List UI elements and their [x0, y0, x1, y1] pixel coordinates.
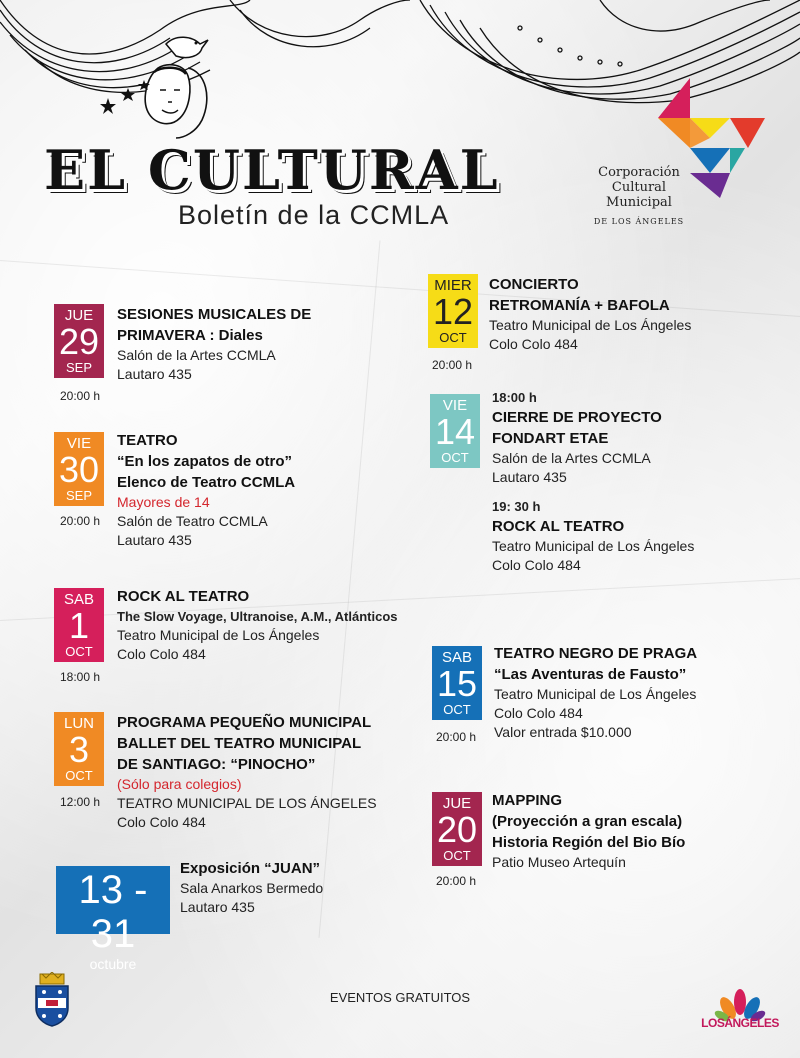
event-title: PRIMAVERA : Diales — [117, 327, 263, 344]
event-title: MAPPING — [492, 792, 563, 809]
event-title: Exposición “JUAN” — [180, 860, 321, 877]
date-month: SEP — [65, 360, 92, 375]
los-angeles-logo-text: LOSÁNGELES — [701, 1016, 779, 1030]
event-venue: Salón de la Artes CCMLA — [492, 450, 651, 466]
event-title: DE SANTIAGO: “PINOCHO” — [117, 756, 316, 773]
event-details — [180, 858, 323, 917]
event-time: 19: 30 h — [492, 499, 541, 514]
event-address: Lautaro 435 — [117, 366, 192, 382]
event-address: Colo Colo 484 — [494, 705, 583, 721]
event-time: 20:00 h — [436, 874, 477, 888]
event-time: 18:00 h — [492, 390, 537, 405]
event-address: Colo Colo 484 — [492, 557, 581, 573]
date-dow: JUE — [64, 307, 94, 324]
event-time: 12:00 h — [60, 795, 101, 809]
organization-name — [584, 165, 694, 229]
date-dow: VIE — [442, 397, 468, 414]
date-badge — [54, 712, 104, 786]
date-dow: SAB — [63, 591, 94, 608]
date-month: OCT — [443, 848, 471, 863]
event-title: FONDART ETAE — [492, 430, 609, 447]
event-venue: Teatro Municipal de Los Ángeles — [489, 317, 692, 333]
event-venue: Salón de la Artes CCMLA — [117, 347, 276, 363]
bird-icon — [166, 37, 208, 57]
date-badge — [54, 432, 104, 506]
date-range-badge — [56, 866, 170, 972]
date-day: 29 — [58, 321, 100, 362]
event-title: PROGRAMA PEQUEÑO MUNICIPAL — [117, 714, 372, 731]
free-events-note: EVENTOS GRATUITOS — [329, 990, 471, 1005]
date-badge — [430, 394, 480, 468]
date-month: OCT — [65, 768, 93, 783]
event-venue: Teatro Municipal de Los Ángeles — [492, 538, 695, 554]
date-month: OCT — [443, 702, 471, 717]
date-range-month: octubre — [89, 956, 137, 972]
date-dow: SAB — [441, 649, 472, 666]
event-title: ROCK AL TEATRO — [117, 588, 250, 605]
event-details — [117, 712, 377, 832]
event-note: (Sólo para colegios) — [117, 776, 242, 792]
event-title: RETROMANÍA + BAFOLA — [489, 297, 670, 314]
date-day: 15 — [436, 663, 478, 704]
portrait-illustration — [96, 28, 226, 148]
event-venue: Sala Anarkos Bermedo — [180, 880, 324, 896]
event-title: BALLET DEL TEATRO MUNICIPAL — [117, 735, 362, 752]
date-day: 20 — [436, 809, 478, 850]
event-address: Lautaro 435 — [117, 532, 192, 548]
date-badge — [432, 792, 482, 866]
date-month: SEP — [65, 488, 92, 503]
event-time: 18:00 h — [60, 670, 101, 684]
org-name-line: Municipal — [606, 195, 672, 210]
org-name-line: Cultural — [611, 180, 667, 195]
event-title: CONCIERTO — [489, 276, 579, 293]
event-details — [492, 790, 685, 872]
event-details — [492, 388, 694, 575]
date-range: 13 - 31 — [78, 868, 148, 956]
event-title: Elenco de Teatro CCMLA — [117, 474, 296, 491]
date-month: OCT — [65, 644, 93, 659]
event-title: CIERRE DE PROYECTO — [492, 409, 662, 426]
event-lineup: The Slow Voyage, Ultranoise, A.M., Atlánticos — [117, 609, 398, 624]
event-title: Historia Región del Bio Bío — [492, 834, 686, 851]
event-details — [117, 304, 311, 384]
date-day: 30 — [58, 449, 100, 490]
event-address: Lautaro 435 — [492, 469, 567, 485]
event-time: 20:00 h — [432, 358, 473, 372]
event-venue: Teatro Municipal de Los Ángeles — [117, 627, 320, 643]
date-badge — [54, 304, 104, 378]
event-details — [494, 643, 697, 742]
date-day: 1 — [68, 605, 90, 646]
event-address: Lautaro 435 — [180, 899, 255, 915]
event-details — [117, 430, 295, 550]
event-venue: TEATRO MUNICIPAL DE LOS ÁNGELES — [117, 795, 377, 811]
event-note: Mayores de 14 — [117, 494, 210, 510]
event-title: TEATRO — [117, 432, 178, 449]
date-dow: VIE — [66, 435, 92, 452]
event-details — [117, 586, 398, 664]
date-dow: JUE — [442, 795, 472, 812]
event-address: Colo Colo 484 — [489, 336, 578, 352]
event-venue: Salón de Teatro CCMLA — [117, 513, 268, 529]
date-badge — [54, 588, 104, 662]
date-dow: MIER — [434, 277, 472, 294]
event-address: Colo Colo 484 — [117, 646, 206, 662]
event-title: “Las Aventuras de Fausto” — [494, 666, 687, 683]
event-venue: Patio Museo Artequín — [492, 854, 626, 870]
event-time: 20:00 h — [60, 514, 101, 528]
event-venue: Teatro Municipal de Los Ángeles — [494, 686, 697, 702]
event-title: (Proyección a gran escala) — [492, 813, 683, 830]
masthead-title: EL CULTURAL — [44, 138, 500, 202]
event-title: TEATRO NEGRO DE PRAGA — [494, 645, 698, 662]
org-name-subline: DE LOS ÁNGELES — [593, 217, 685, 226]
event-title: SESIONES MUSICALES DE — [117, 306, 312, 323]
org-name-line: Corporación — [598, 165, 680, 180]
date-day: 14 — [434, 411, 476, 452]
date-month: OCT — [441, 450, 469, 465]
event-title: “En los zapatos de otro” — [117, 453, 293, 470]
date-badge — [428, 274, 478, 348]
event-address: Colo Colo 484 — [117, 814, 206, 830]
event-details — [489, 274, 691, 354]
date-day: 12 — [432, 291, 474, 332]
date-badge — [432, 646, 482, 720]
event-title: ROCK AL TEATRO — [492, 518, 625, 535]
date-dow: LUN — [63, 715, 94, 732]
event-time: 20:00 h — [436, 730, 477, 744]
date-month: OCT — [439, 330, 467, 345]
event-time: 20:00 h — [60, 389, 101, 403]
date-day: 3 — [68, 729, 90, 770]
star-icon — [100, 80, 150, 114]
masthead-subtitle: Boletín de la CCMLA — [178, 200, 450, 230]
event-price: Valor entrada $10.000 — [494, 724, 632, 740]
